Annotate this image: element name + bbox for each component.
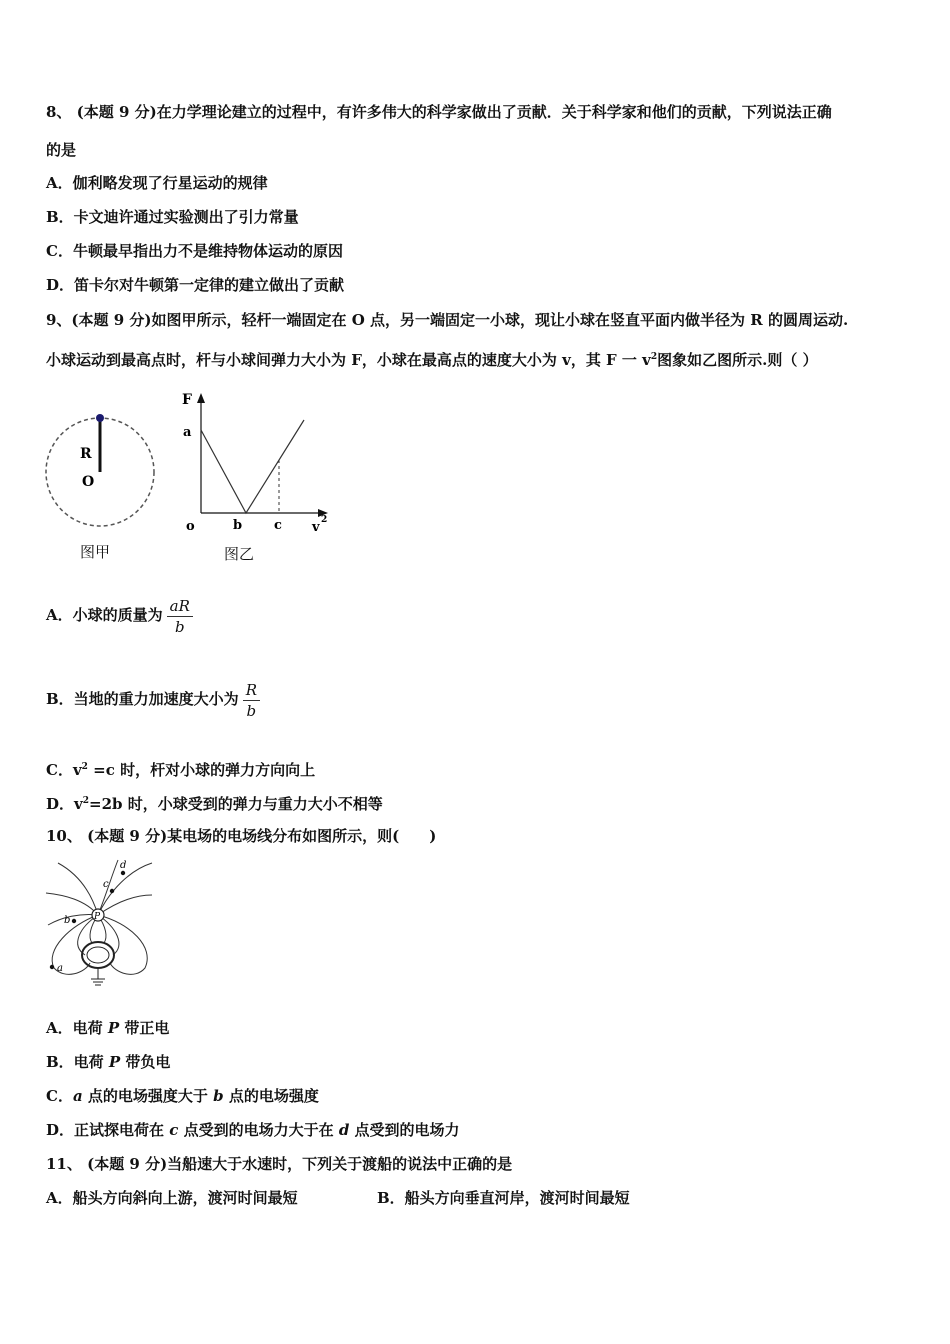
q10-option-a <box>46 1018 169 1038</box>
q9-c-pre: C．v <box>46 761 82 779</box>
q10-b-post: 带负电 <box>120 1053 171 1071</box>
q10-a-pre: A．电荷 <box>46 1019 108 1037</box>
q9-option-c <box>46 757 315 780</box>
q10-b-pre: B．电荷 <box>46 1053 109 1071</box>
q9-option-a-text: A．小球的质量为 <box>46 606 163 624</box>
ball <box>96 414 104 422</box>
q9-option-b-fraction <box>243 680 260 721</box>
label-r: R <box>80 446 92 462</box>
q10-c-var1: a <box>72 1087 83 1105</box>
label-b: b <box>64 915 71 926</box>
label-p: P <box>94 912 101 922</box>
q8-stem-line1: 8、 (本题 9 分)在力学理论建立的过程中，有许多伟大的科学家做出了贡献．关于科学家和他们的贡献，下列说法正确 <box>46 103 832 121</box>
label-a: a <box>57 963 63 974</box>
q11-option-b: B．船头方向垂直河岸，渡河时间最短 <box>377 1189 630 1207</box>
q9-option-d <box>46 791 383 814</box>
q10-option-d <box>46 1120 460 1140</box>
point-d <box>121 871 125 875</box>
q10-d-pre: D．正试探电荷在 <box>46 1121 170 1139</box>
frac-b-denominator: b <box>246 701 257 720</box>
q10-option-b <box>46 1052 170 1072</box>
q10-d-var1: c <box>169 1121 179 1139</box>
q9-d-pre: D．v <box>46 795 83 813</box>
q11-option-a: A．船头方向斜向上游，渡河时间最短 <box>46 1189 298 1207</box>
point-b <box>72 919 76 923</box>
q10-d-mid: 点受到的电场力大于在 <box>178 1121 339 1139</box>
q9-option-b-text: B．当地的重力加速度大小为 <box>46 690 239 708</box>
figure-jia-caption: 图甲 <box>80 543 111 561</box>
q9-c-sup: 2 <box>81 762 88 772</box>
q10-a-post: 带正电 <box>119 1019 170 1037</box>
q9-option-a-fraction <box>167 596 193 637</box>
frac-a-denominator: b <box>174 617 185 636</box>
label-b: b <box>233 518 243 533</box>
q9-stem-line2 <box>46 347 818 370</box>
field-lines-figure <box>40 855 158 990</box>
q10-c-mid: 点的电场强度大于 <box>82 1087 214 1105</box>
q10-c-pre: C． <box>46 1087 73 1105</box>
q10-b-var: P <box>108 1053 121 1071</box>
q9-stem-line1: 9、(本题 9 分)如图甲所示，轻杆一端固定在 O 点，另一端固定一小球，现让小球在竖直平面内做半径为 R 的圆周运动. <box>46 311 849 329</box>
q8-stem-line2: 的是 <box>46 141 77 159</box>
q8-option-b: B．卡文迪许通过实验测出了引力常量 <box>46 208 299 226</box>
figure-yi <box>178 388 338 548</box>
q10-a-var: P <box>107 1019 120 1037</box>
frac-a-numerator: aR <box>167 596 193 617</box>
label-v-sup: 2 <box>321 515 328 525</box>
label-origin: o <box>186 519 195 534</box>
label-v: v <box>312 520 320 535</box>
q10-c-post: 点的电场强度 <box>223 1087 319 1105</box>
conductor-inner <box>87 947 109 963</box>
label-a: a <box>183 425 192 440</box>
field-line <box>58 863 98 915</box>
q9-stem-line2-end: 图象如乙图所示.则（ ） <box>657 351 818 369</box>
q10-c-var2: b <box>213 1087 224 1105</box>
q9-stem-line2-text: 小球运动到最高点时，杆与小球间弹力大小为 F，小球在最高点的速度大小为 v，其 F 一 v <box>46 351 651 369</box>
q11-stem: 11、 (本题 9 分)当船速大于水速时，下列关于渡船的说法中正确的是 <box>46 1155 513 1173</box>
point-c <box>110 889 114 893</box>
q8-option-a: A．伽利略发现了行星运动的规律 <box>46 174 268 192</box>
q9-option-b <box>46 676 260 722</box>
q9-option-a <box>46 592 193 638</box>
q9-d-sup: 2 <box>82 796 89 806</box>
q9-c-post: =c 时，杆对小球的弹力方向向上 <box>87 761 316 779</box>
frac-b-numerator: R <box>243 680 260 701</box>
graph-line <box>201 420 304 513</box>
q10-stem: 10、 (本题 9 分)某电场的电场线分布如图所示，则( ) <box>46 827 437 845</box>
label-d: d <box>120 860 127 871</box>
field-line <box>98 895 152 915</box>
field-line <box>98 915 147 974</box>
label-c: c <box>103 879 109 890</box>
label-f: F <box>182 392 192 408</box>
q9-stem-sup: 2 <box>650 352 658 362</box>
q8-option-d: D．笛卡尔对牛顿第一定律的建立做出了贡献 <box>46 276 345 294</box>
q8-option-c: C．牛顿最早指出力不是维持物体运动的原因 <box>46 242 343 260</box>
q10-option-c <box>46 1086 319 1106</box>
q10-d-post: 点受到的电场力 <box>349 1121 460 1139</box>
q10-d-var2: d <box>338 1121 350 1139</box>
q9-d-post: =2b 时，小球受到的弹力与重力大小不相等 <box>89 795 383 813</box>
figure-jia <box>40 405 165 535</box>
y-axis-arrow <box>197 393 205 403</box>
label-c: c <box>274 518 282 533</box>
figure-yi-caption: 图乙 <box>224 545 255 563</box>
label-o: O <box>82 474 95 490</box>
point-a <box>50 965 54 969</box>
